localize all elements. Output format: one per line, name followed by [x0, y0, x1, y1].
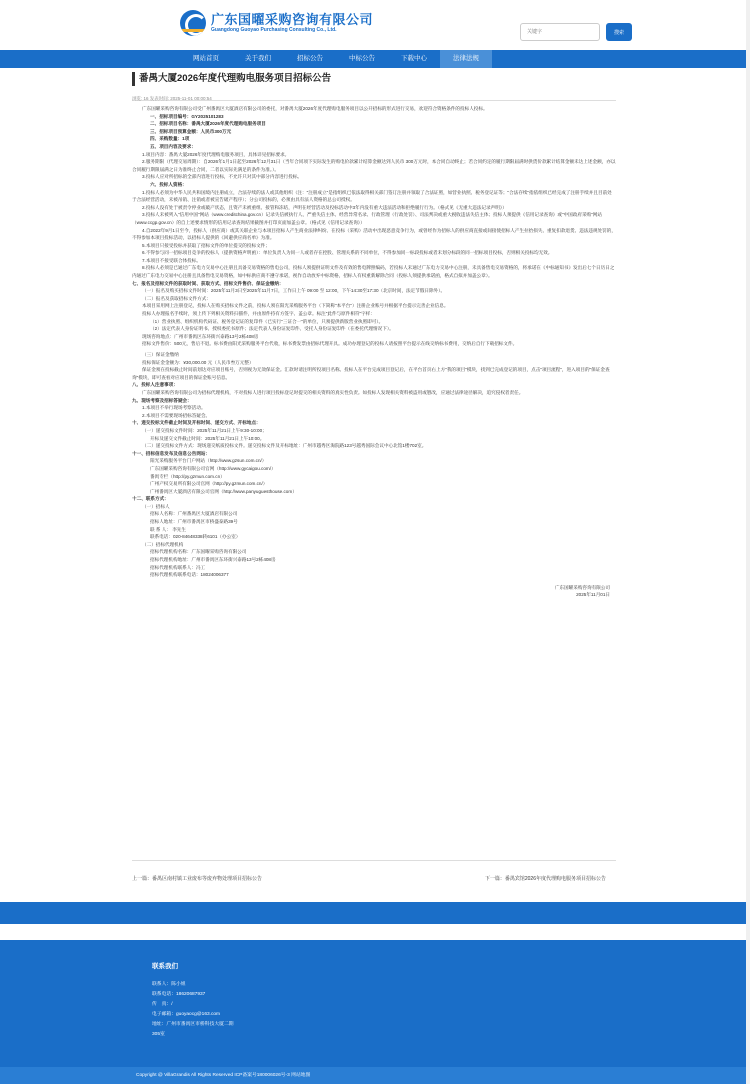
article-paragraph: （2）法定代表人身份证明书、授权委托书原件；法定代表人身份证复印件、受托人身份证复印件（在委托代理情况下）。 [150, 326, 394, 332]
article-paragraph: 1.投标人必须为中华人民共和国境内注册成立，合法存续的法人或其他组织（注："注册成立"是指组织已依法取得相关部门签订注册并领取了合法证照，如营业执照、税务登记证等；"合法存续"指依组织已经完成了注册手续并且目前处于合法经营活动，未被吊销、注销或者被宣告破产程序）；分公司投标的，必须由具有法人资格的总公司授权。 [132, 189, 612, 203]
article-paragraph: （一）报名及购买招标文件时间：2025年11月3日至2025年11月7日，工作日上午 09:00 至 12:00，下午14:30至17:30（北京时间，法定节假日除外）。 [142, 288, 446, 294]
copyright: Copyright @ VillaGrandis All Rights Reserved ICP备案号180006026号-3 网站地图 [0, 1067, 750, 1084]
article-paragraph: 四、采购数量：1项 [150, 136, 190, 142]
article-container [132, 72, 616, 599]
article-paragraph: 招标人名称：广州番禺区大厦酒店有限公司 [150, 511, 238, 517]
article-paragraph: 五、项目内容及要求： [150, 143, 196, 149]
article-paragraph: 招标代理机构地址：广州市番禺区东环街兴泰路13号2栋408房 [150, 557, 276, 563]
article-paragraph: 十二、联系方式： [132, 496, 169, 502]
article-paragraph: 九、现场考察及招标答疑会： [132, 397, 192, 403]
nav-award-notice[interactable]: 中标公告 [349, 55, 375, 62]
article-body [132, 105, 616, 599]
logo-name-cn: 广东国曜采购咨询有限公司 [211, 11, 374, 27]
article-paragraph: 十、递交投标文件截止时间及开标时间、递交方式、开标地点： [132, 420, 261, 426]
nav-laws[interactable]: 法律法规 [440, 50, 492, 68]
article-paragraph: 广东国曜采购咨询有限公司受广州番禺区大厦酒店有限公司的委托，对番禺大厦2026年度代理购电服务项目以公开招标的形式进行交易，欢迎符合资格条件的投标人投标。 [142, 106, 488, 111]
footer-email: 电子邮箱：guoyaocg@163.com [152, 1012, 221, 1017]
nav-tender-notice[interactable]: 招标公告 [297, 55, 323, 62]
article-paragraph: 招标文件售价：500元，售后不退。标书费由阳光采购服务平台代收，标书费发票由招标代理开具。成功办理登记的投标人请按照平台提示在线交纳标书费用，交纳后自行下载招标文件。 [142, 341, 518, 347]
content-divider [132, 860, 616, 861]
article-paragraph: 三、招标项目预算金额：人民币300万元 [150, 128, 232, 134]
page-title: 番禺大厦2026年度代理购电服务项目招标公告 [132, 72, 616, 86]
search-button[interactable]: 搜索 [606, 23, 632, 41]
article-paragraph: 2025年11月01日 [576, 592, 610, 598]
article-paragraph: （二）递交投标文件方式：现场递交纸质投标文件。递交投标文件及开标地址：广州市越秀区淘院路123号越秀国际会议中心北馆1楼702室。 [142, 443, 427, 449]
next-article-link[interactable]: 下一篇：番禺宾馆2026年度代理购电服务项目招标公告 [484, 876, 606, 882]
article-paragraph: （一）招标人 [142, 503, 170, 509]
article-paragraph: （二）招标代理机构 [142, 541, 184, 547]
article-paragraph: 开标及递交文件截止时间：2025年11月21日上午10:00。 [150, 435, 265, 441]
footer [0, 940, 750, 1084]
nav-about[interactable]: 关于我们 [245, 55, 271, 62]
article-paragraph: 招标代理机构名称：广东国曜采购咨询有限公司 [150, 549, 247, 555]
article-paragraph: 4.自2022年9月1日至今，投标人（供应商）或其关联企业与本项目招标人产生商业法律纠纷、在投标（采购）活动中出现恶意竞争行为，或曾经作为招标人的供应商直接或间接使招标人产生拉抬损失、重复扣款退货、违法违规处罚的，不得参加本项目投标活动，以招标人提供的《回避供应商名单》为准。 [132, 227, 616, 241]
article-paragraph: 现场咨询地点：广州市番禺区东环街兴泰路13号2栋408房 [142, 333, 259, 339]
footer-phone: 联系电话：18620687937 [152, 992, 206, 997]
article-paragraph: 保证金须在投标截止时间前划达对应项目账号，否则视为无效保证金。汇款时请注明所投项目名称。投标人在平台完成项目登记后，在平台首页右上方"我的项目"模块，找到已完成登记的项目，点击"项目流程"，进入项目的"保证金查询"模块，即可查看对应项目的保证金账号信息。 [132, 367, 610, 380]
article-paragraph: 十一、招标信息发布及信息公告网站： [132, 450, 211, 456]
article-paragraph: 2.本项目不需要现场招标答疑会。 [142, 412, 211, 418]
article-paragraph: 7.本项目不接受联合体投标。 [142, 257, 201, 263]
article-paragraph: 1.项目内容：番禺大厦2026年度代理购电服务项目，具体详见招标要求。 [142, 151, 290, 157]
article-paragraph: 广东国曜采购咨询有限公司为招标代理机构，不对投标人进行项目投标登记时提交的相关资料的真实性负责。如投标人发现相关资料被盗用或篡改，应通过法律途径解决，追究侵权者责任。 [142, 389, 524, 395]
article-paragraph: 6.不得参与同一招标项目竞争的投标人（提供资格声明函）：单位负责人为同一人或者存在控股、管理关系的不同单位，不得参加同一标段投标或者未划分标段的同一招标项目投标，否则相关投标均无效。 [142, 250, 553, 256]
footer-banner [0, 902, 750, 924]
logo-name-en: Guangdong Guoyao Purchasing Consulting Co., Ltd. [211, 26, 337, 33]
header [0, 0, 750, 50]
article-paragraph: 投标人办理报名手续时，须上传下列相关资料扫描件，并由原件持有方签字、盖公章。标注"此件与原件相符"字样： [142, 311, 375, 317]
article-paragraph: 招标人地址：广州市番禺区市桥盛泰路39号 [150, 519, 238, 525]
article-paragraph: 1.本项目不举行现场考察活动。 [142, 405, 206, 411]
article-meta: 浏览: 16 发表时间: 2025-11-01 00:00:54 [132, 96, 212, 101]
article-paragraph: （一）递交投标文件时间：2025年11月21日上午9:30-10:00； [142, 427, 267, 433]
nav-home[interactable]: 网站首页 [193, 55, 219, 62]
footer-address: 地址：广州市番禺区市桥科技大厦二期 [152, 1022, 234, 1027]
article-paragraph: 联 系 人： 李先生 [150, 526, 186, 532]
article-paragraph: 投标保证金金额为：¥30,000.00 元（人民币叁万元整） [142, 359, 254, 365]
logo-emblem-icon [180, 10, 206, 36]
article-paragraph: 广东国曜采购咨询有限公司 [554, 584, 610, 590]
article-paragraph: 阳光采购服务平台门户网站（http://www.gzsun.com.cn/） [150, 458, 267, 464]
article-paragraph: 本项目采用网上注册登记，投标人在购买招标文件之前，投标人须在阳光采购服务平台（下简称"本平台"）注册企业账号并根据平台提示完善企业信息。 [142, 303, 449, 309]
article-paragraph: 3.投标人未被列入"信用中国"网站（www.creditchina.gov.cn）记录失信被执行人、严重失信主体、经营异常名录、行政管理（行政处罚）、司法判决或重大税收违法失信主体；投标人须提供《信用记录查询》或"中国政府采购"网站（www.ccgp.gov.cn）的自上述要求情形的信用记录查询结果截图并打印页面加盖公章。（格式见《信用记录查询》） [132, 212, 602, 225]
article-paragraph: 联系电话：020-84648338转6101（办公室） [150, 534, 241, 540]
search-input[interactable] [520, 23, 600, 41]
article-paragraph: 二、招标项目名称：番禺大厦2026年度代理购电服务项目 [150, 121, 266, 127]
nav-download[interactable]: 下载中心 [401, 55, 427, 62]
logo[interactable] [180, 10, 373, 36]
article-paragraph: 2.服务期限（代理交易周期）：自2026年1月1日起至2026年12月31日（当年合同项下实际发生的购电价款累计结算金额达到人民币 300万元时，本合同自动终止；若合同约定的履行期限届满时供货价款累计结算金额未达上述金额，亦以合同履行期限届满之日为准终止合同，二者以实际先满足的条件为准。）。 [132, 159, 616, 172]
article-paragraph: 八、投标人注意事项： [132, 382, 178, 388]
article-paragraph: 8.投标人必须是已通过广东电力交易中心注册且具备交易资格的售电公司，投标人须提供证明文件及有效的售电牌照编码，若投标人未通过广东电力交易中心注册，未具备售电交易资格的，将承诺在《中标通知书》发出后七个日历日之内通过广东电力交易中心注册且具备售电交易资格，如中标供应商不遵守承诺，视作自动放弃中标资格，招标人有权重新解除合同（投标人须提供承诺函，格式自拟并加盖公章）。 [132, 265, 615, 279]
prev-article-link[interactable]: 上一篇：番禺区南村镇工业废布等废弃物处理项目招标公告 [132, 876, 263, 882]
article-paragraph: 广东国曜采购咨询有限公司官网（http://www.gycaigou.com/） [150, 465, 276, 471]
article-paragraph: 广州番禺区大厦酒店有限公司官网（http://www.panyuguesthouse.com） [150, 488, 297, 494]
article-paragraph: 广州产权交易所有限公司官网（http://py.gzmun.com.cn/） [150, 481, 268, 487]
article-paragraph: 七、报名及招标文件的获取时间、获取方式、招标文件售价、保证金缴纳： [132, 280, 284, 286]
article-paragraph: 番禺专栏（http://py.gzmun.com.cn） [150, 473, 225, 479]
main-nav [0, 50, 750, 68]
article-paragraph: 2.投标人没有处于被责令停业或破产状态，且资产未被重组、接管和冻结，声明在经营活动及投标活动中3年内没有重大违法活动和拒绝履行行为。（格式见《无重大违法记录声明》） [142, 204, 507, 210]
article-paragraph: 招标代理机构联系人：冯工 [150, 564, 206, 570]
footer-contact: 联系人：陈小姐 [152, 982, 186, 987]
article-paragraph: 一、招标项目编号：GY2025101283 [150, 113, 224, 119]
scrollbar[interactable] [746, 0, 750, 1084]
footer-address-2: 305室 [152, 1032, 165, 1037]
article-paragraph: （二）报名及获取招标文件方式： [142, 295, 211, 301]
article-paragraph: 5.本项目只接受投标并获取了招标文件的单位提交的投标文件； [142, 242, 270, 248]
article-paragraph: （三）保证金缴纳 [142, 352, 179, 357]
footer-fax: 传 真：/ [152, 1002, 173, 1007]
article-paragraph: 六、投标人资格： [150, 181, 187, 187]
article-paragraph: （1）营业执照、组织机构代码证、税务登记证的复印件（已实行"三证合一"的单位，只须提供新版营业执照即可）。 [150, 318, 384, 324]
article-paragraph: 3.投标人应对所招标的全部内容进行投标，不允许只对其中部分内容进行投标。 [142, 174, 303, 180]
footer-title: 联系我们 [152, 963, 178, 970]
article-paragraph: 招标代理机构联系电话：18024006377 [150, 572, 229, 578]
